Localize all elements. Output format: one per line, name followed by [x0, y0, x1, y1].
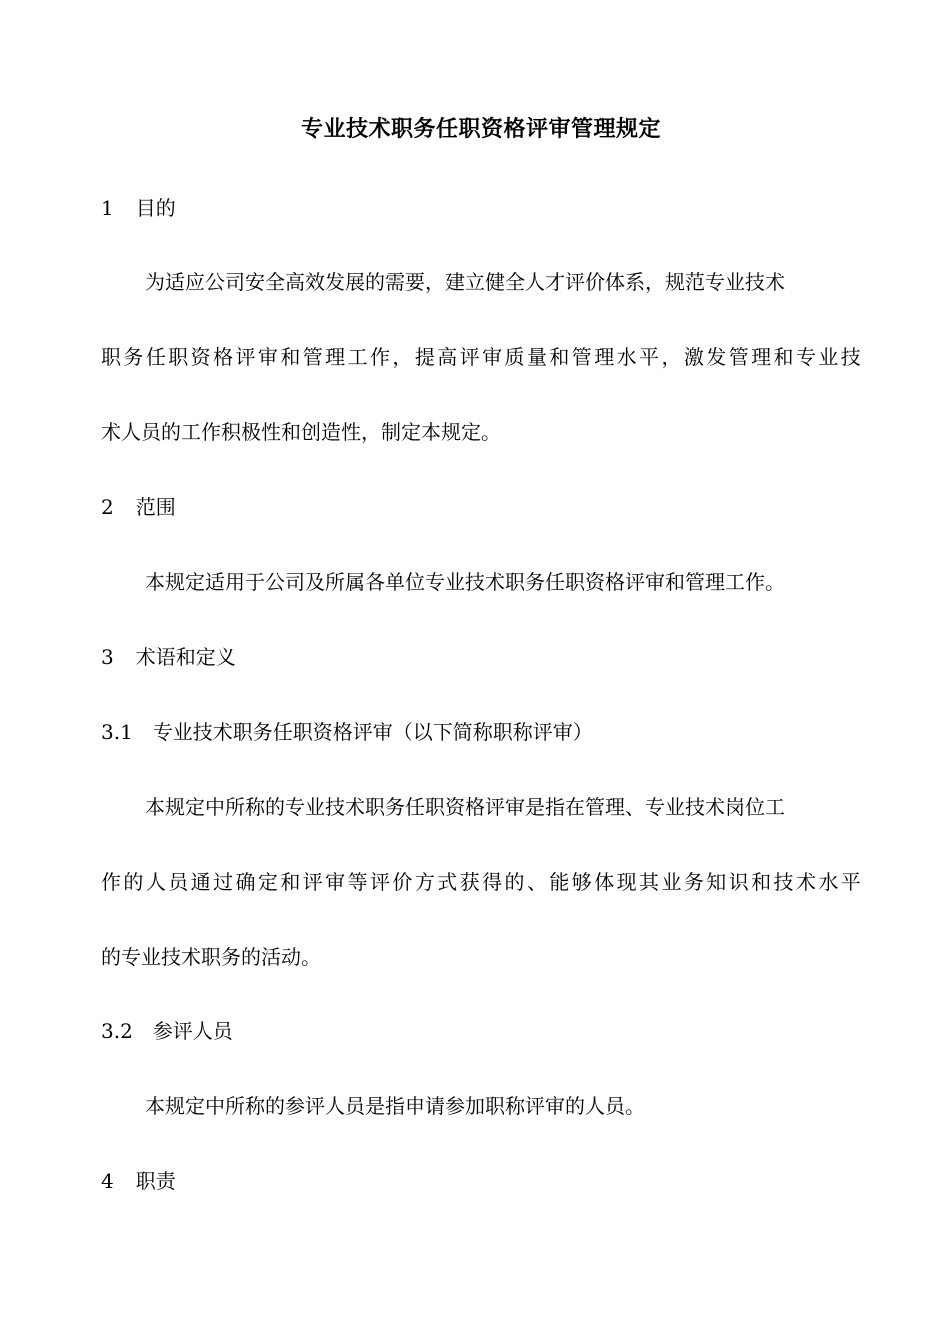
- section-title: 目的: [135, 196, 176, 220]
- section-number: 3.2: [101, 1019, 133, 1043]
- paragraph-line: 术人员的工作积极性和创造性，制定本规定。: [101, 420, 501, 444]
- section-number: 1: [101, 196, 114, 220]
- document-title: 专业技术职务任职资格评审管理规定: [300, 116, 661, 142]
- paragraph-line: 职务任职资格评审和管理工作，提高评审质量和管理水平，激发管理和专业技: [101, 345, 861, 369]
- section-title: 参评人员: [152, 1019, 233, 1043]
- paragraph-line: 的专业技术职务的活动。: [101, 945, 321, 969]
- section-1-heading: [101, 194, 176, 222]
- paragraph-line: 作的人员通过确定和评审等评价方式获得的、能够体现其业务知识和技术水平: [101, 870, 861, 894]
- subsection-3-2-heading: [101, 1017, 233, 1045]
- subsection-3-1-heading: [101, 718, 593, 746]
- paragraph-line: 本规定适用于公司及所属各单位专业技术职务任职资格评审和管理工作。: [145, 570, 785, 594]
- paragraph-line: 为适应公司安全高效发展的需要，建立健全人才评价体系，规范专业技术: [145, 270, 785, 294]
- section-4-heading: [101, 1167, 176, 1195]
- paragraph-line: 本规定中所称的专业技术职务任职资格评审是指在管理、专业技术岗位工: [145, 795, 785, 819]
- section-title: 范围: [135, 495, 176, 519]
- paragraph-line: 本规定中所称的参评人员是指申请参加职称评审的人员。: [145, 1094, 645, 1118]
- section-3-heading: [101, 643, 236, 671]
- section-title: 术语和定义: [135, 645, 236, 669]
- section-2-heading: [101, 493, 176, 521]
- section-number: 4: [101, 1169, 114, 1193]
- section-number: 3.1: [101, 720, 133, 744]
- section-number: 2: [101, 495, 114, 519]
- section-title: 专业技术职务任职资格评审（以下简称职称评审）: [152, 720, 593, 744]
- section-number: 3: [101, 645, 114, 669]
- section-title: 职责: [135, 1169, 176, 1193]
